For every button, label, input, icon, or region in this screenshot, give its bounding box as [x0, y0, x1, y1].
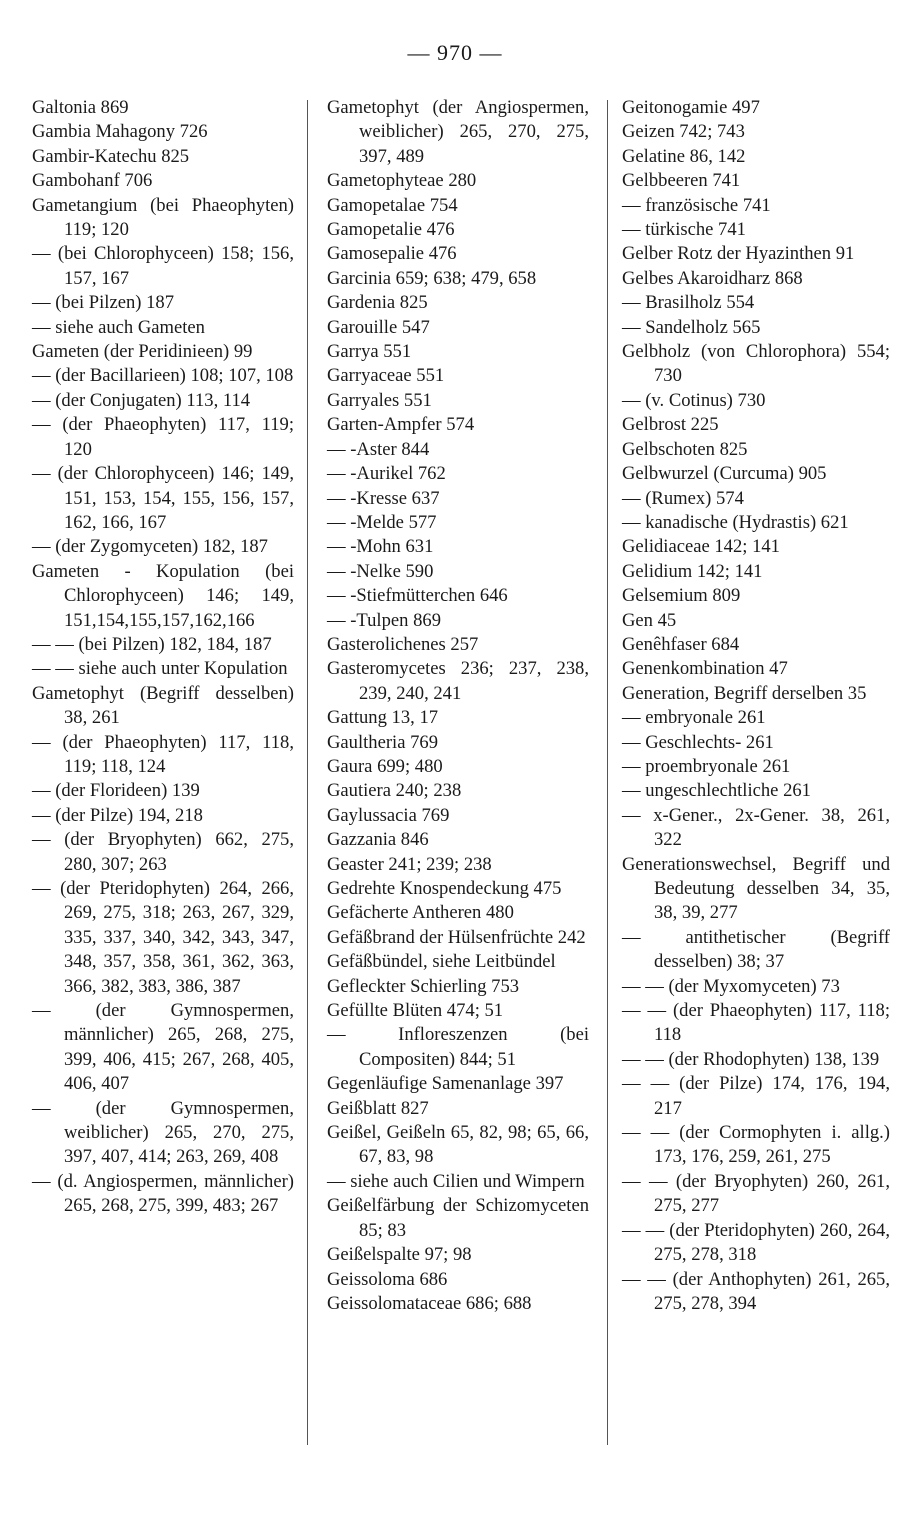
index-entry: Gefüllte Blüten 474; 51 — [327, 1000, 504, 1022]
index-column-3 — [622, 96, 890, 1316]
index-entry: Gattung 13, 17 — [327, 707, 439, 729]
index-entry: Gegenläufige Samenanlage 397 — [327, 1073, 564, 1095]
index-entry: Gametophyt (Begriff desselben) 38, 261 — [32, 682, 294, 729]
index-entry: Gamosepalie 476 — [327, 243, 457, 265]
index-entry: Gefäßbündel, siehe Leitbündel — [327, 951, 556, 973]
index-entry: — französische 741 — [622, 194, 771, 216]
index-column-2 — [327, 96, 589, 1316]
index-entry: Gefäßbrand der Hülsenfrüchte 242 — [327, 926, 586, 948]
index-entry: — (der Conjugaten) 113, 114 — [32, 389, 251, 411]
index-entry: — (der Gymnospermen, weiblicher) 265, 270, 275, 397, 407, 414; 263, 269, 408 — [32, 1097, 294, 1168]
index-entry: Geißblatt 827 — [327, 1097, 429, 1119]
index-entry: Geißelfärbung der Schizomyceten 85; 83 — [327, 1195, 589, 1241]
index-entry: Geissolomataceae 686; 688 — [327, 1292, 532, 1314]
index-entry: — x-Gener., 2x-Gener. 38, 261, 322 — [622, 804, 890, 851]
index-entry: Gelbschoten 825 — [622, 438, 748, 460]
index-entry: Gasteromycetes 236; 237, 238, 239, 240, 241 — [327, 658, 589, 704]
index-entry: Gambia Mahagony 726 — [32, 121, 208, 143]
index-entry: — ungeschlechtliche 261 — [622, 780, 811, 802]
index-entry: Geißelspalte 97; 98 — [327, 1244, 472, 1266]
index-entry: — — (der Pteridophyten) 260, 264, 275, 278, 318 — [622, 1219, 890, 1266]
index-entry: — kanadische (Hydrastis) 621 — [622, 511, 849, 533]
index-entry: Genêhfaser 684 — [622, 633, 740, 655]
index-entry: Gelatine 86, 142 — [622, 145, 746, 167]
index-entry: — (der Pilze) 194, 218 — [32, 804, 203, 826]
index-entry: — — (der Pilze) 174, 176, 194, 217 — [622, 1073, 890, 1119]
index-entry: — -Melde 577 — [327, 511, 437, 533]
index-entry: Gaylussacia 769 — [327, 804, 450, 826]
index-entry: Garten-Ampfer 574 — [327, 414, 475, 436]
index-entry: Garcinia 659; 638; 479, 658 — [327, 267, 537, 289]
index-column-1 — [32, 96, 294, 1219]
index-entry: Gautiera 240; 238 — [327, 780, 462, 802]
index-entry: Gelbwurzel (Curcuma) 905 — [622, 463, 827, 485]
index-entry: Geaster 241; 239; 238 — [327, 853, 492, 875]
index-entry: Gelidium 142; 141 — [622, 560, 763, 582]
index-entry: — (der Florideen) 139 — [32, 780, 200, 802]
index-entry: Gaura 699; 480 — [327, 755, 443, 777]
index-entry: — Geschlechts- 261 — [622, 731, 774, 753]
index-entry: — -Aurikel 762 — [327, 463, 446, 485]
index-entry: — — (der Anthophyten) 261, 265, 275, 278, 394 — [622, 1268, 890, 1314]
index-entry: — — (der Phaeophyten) 117, 118; 118 — [622, 1000, 890, 1046]
index-entry: Gelbbeeren 741 — [622, 170, 741, 192]
index-entry: Gaultheria 769 — [327, 731, 439, 753]
index-entry: — proembryonale 261 — [622, 755, 791, 777]
index-entry: Garrya 551 — [327, 341, 412, 363]
index-entry: Gamopetalie 476 — [327, 219, 455, 241]
column-divider — [307, 100, 308, 1445]
index-entry: — (der Gymnospermen, männlicher) 265, 268, 275, 399, 406, 415; 267, 268, 405, 406, 407 — [32, 1000, 294, 1095]
index-entry: Generationswechsel, Begriff und Bedeutung desselben 34, 35, 38, 39, 277 — [622, 853, 890, 924]
page-number: — 970 — — [407, 40, 503, 65]
index-entry: — (der Bacillarieen) 108; 107, 108 — [32, 365, 294, 387]
index-entry: Gameten (der Peridinieen) 99 — [32, 341, 253, 363]
index-entry: Gamopetalae 754 — [327, 194, 458, 216]
index-entry: — (der Pteridophyten) 264, 266, 269, 275, 318; 263, 267, 329, 335, 337, 340, 342, 343, 347, 348, 357, 358, 361, 362, 363, 366, 382, 383, 386, 387 — [32, 878, 294, 997]
index-entry: Gardenia 825 — [327, 292, 428, 314]
index-entry: — — siehe auch unter Kopulation — [32, 658, 288, 680]
index-entry: Gazzania 846 — [327, 829, 429, 851]
index-entry: — (der Phaeophyten) 117, 118, 119; 118, 124 — [32, 731, 294, 777]
index-entry: Gambir-Katechu 825 — [32, 145, 190, 167]
index-entry: Geizen 742; 743 — [622, 121, 745, 143]
index-entry: — -Tulpen 869 — [327, 609, 441, 631]
index-entry: — siehe auch Cilien und Wimpern — [327, 1170, 585, 1192]
index-entry: Gelbrost 225 — [622, 414, 719, 436]
index-entry: — -Nelke 590 — [327, 560, 434, 582]
index-entry: — (der Zygomyceten) 182, 187 — [32, 536, 268, 558]
index-entry: Generation, Begriff derselben 35 — [622, 682, 867, 704]
index-entry: — Sandelholz 565 — [622, 316, 761, 338]
index-entry: Genenkombination 47 — [622, 658, 788, 680]
index-entry: — Infloreszenzen (bei Compositen) 844; 51 — [327, 1024, 589, 1070]
index-entry: — -Aster 844 — [327, 438, 430, 460]
index-entry: — Brasilholz 554 — [622, 292, 755, 314]
index-entry: — (v. Cotinus) 730 — [622, 389, 766, 411]
index-entry: — — (der Cormophyten i. allg.) 173, 176, 259, 261, 275 — [622, 1122, 890, 1168]
index-entry: — antithetischer (Begriff desselben) 38; 37 — [622, 926, 890, 973]
index-entry: Geißel, Geißeln 65, 82, 98; 65, 66, 67, 83, 98 — [327, 1122, 589, 1168]
index-entry: — -Stiefmütterchen 646 — [327, 585, 508, 607]
index-entry: Gameten - Kopulation (bei Chlorophyceen) 146; 149, 151,154,155,157,162,166 — [32, 560, 294, 631]
index-entry: — (Rumex) 574 — [622, 487, 744, 509]
index-entry: Gefleckter Schierling 753 — [327, 975, 520, 997]
index-entry: — — (der Bryophyten) 260, 261, 275, 277 — [622, 1170, 890, 1217]
index-entry: Gelber Rotz der Hyazinthen 91 — [622, 243, 855, 265]
index-entry: Gametophyteae 280 — [327, 170, 477, 192]
index-entry: Gedrehte Knospendeckung 475 — [327, 878, 562, 899]
column-divider — [607, 100, 608, 1445]
index-entry: Gelidiaceae 142; 141 — [622, 536, 780, 558]
index-entry: Gametangium (bei Phaeophyten) 119; 120 — [32, 194, 294, 241]
index-entry: Gelsemium 809 — [622, 585, 741, 607]
index-entry: Gefächerte Antheren 480 — [327, 902, 514, 924]
index-entry: — (der Phaeophyten) 117, 119; 120 — [32, 414, 294, 460]
index-entry: Gasterolichenes 257 — [327, 633, 479, 655]
index-entry: — — (der Myxomyceten) 73 — [622, 975, 840, 997]
index-entry: Gelbes Akaroidharz 868 — [622, 267, 803, 289]
index-entry: — — (der Rhodophyten) 138, 139 — [622, 1048, 880, 1070]
index-entry: Garryales 551 — [327, 389, 432, 411]
index-entry: — türkische 741 — [622, 219, 746, 241]
index-entry: — — (bei Pilzen) 182, 184, 187 — [32, 633, 272, 655]
index-entry: — (der Bryophyten) 662, 275, 280, 307; 263 — [32, 829, 294, 875]
index-entry: — (bei Pilzen) 187 — [32, 292, 175, 314]
index-entry: Gen 45 — [622, 609, 677, 631]
index-entry: Geitonogamie 497 — [622, 97, 760, 118]
index-entry: — (der Chlorophyceen) 146; 149, 151, 153, 154, 155, 156, 157, 162, 166, 167 — [32, 463, 294, 533]
index-entry: Gelbholz (von Chlorophora) 554; 730 — [622, 341, 890, 387]
index-entry: Geissoloma 686 — [327, 1268, 448, 1290]
index-entry: — embryonale 261 — [622, 707, 766, 729]
index-entry: Gambohanf 706 — [32, 170, 153, 192]
index-entry: — -Mohn 631 — [327, 536, 434, 558]
index-entry: — -Kresse 637 — [327, 487, 440, 509]
index-entry: — (bei Chlorophyceen) 158; 156, 157, 167 — [32, 243, 294, 289]
index-entry: Gametophyt (der Angiospermen, weiblicher) 265, 270, 275, 397, 489 — [327, 97, 589, 167]
index-entry: Galtonia 869 — [32, 97, 129, 118]
index-entry: — (d. Angiospermen, männlicher) 265, 268, 275, 399, 483; 267 — [32, 1170, 294, 1217]
index-entry: Garouille 547 — [327, 316, 430, 338]
index-entry: Garryaceae 551 — [327, 365, 445, 387]
index-entry: — siehe auch Gameten — [32, 316, 205, 338]
